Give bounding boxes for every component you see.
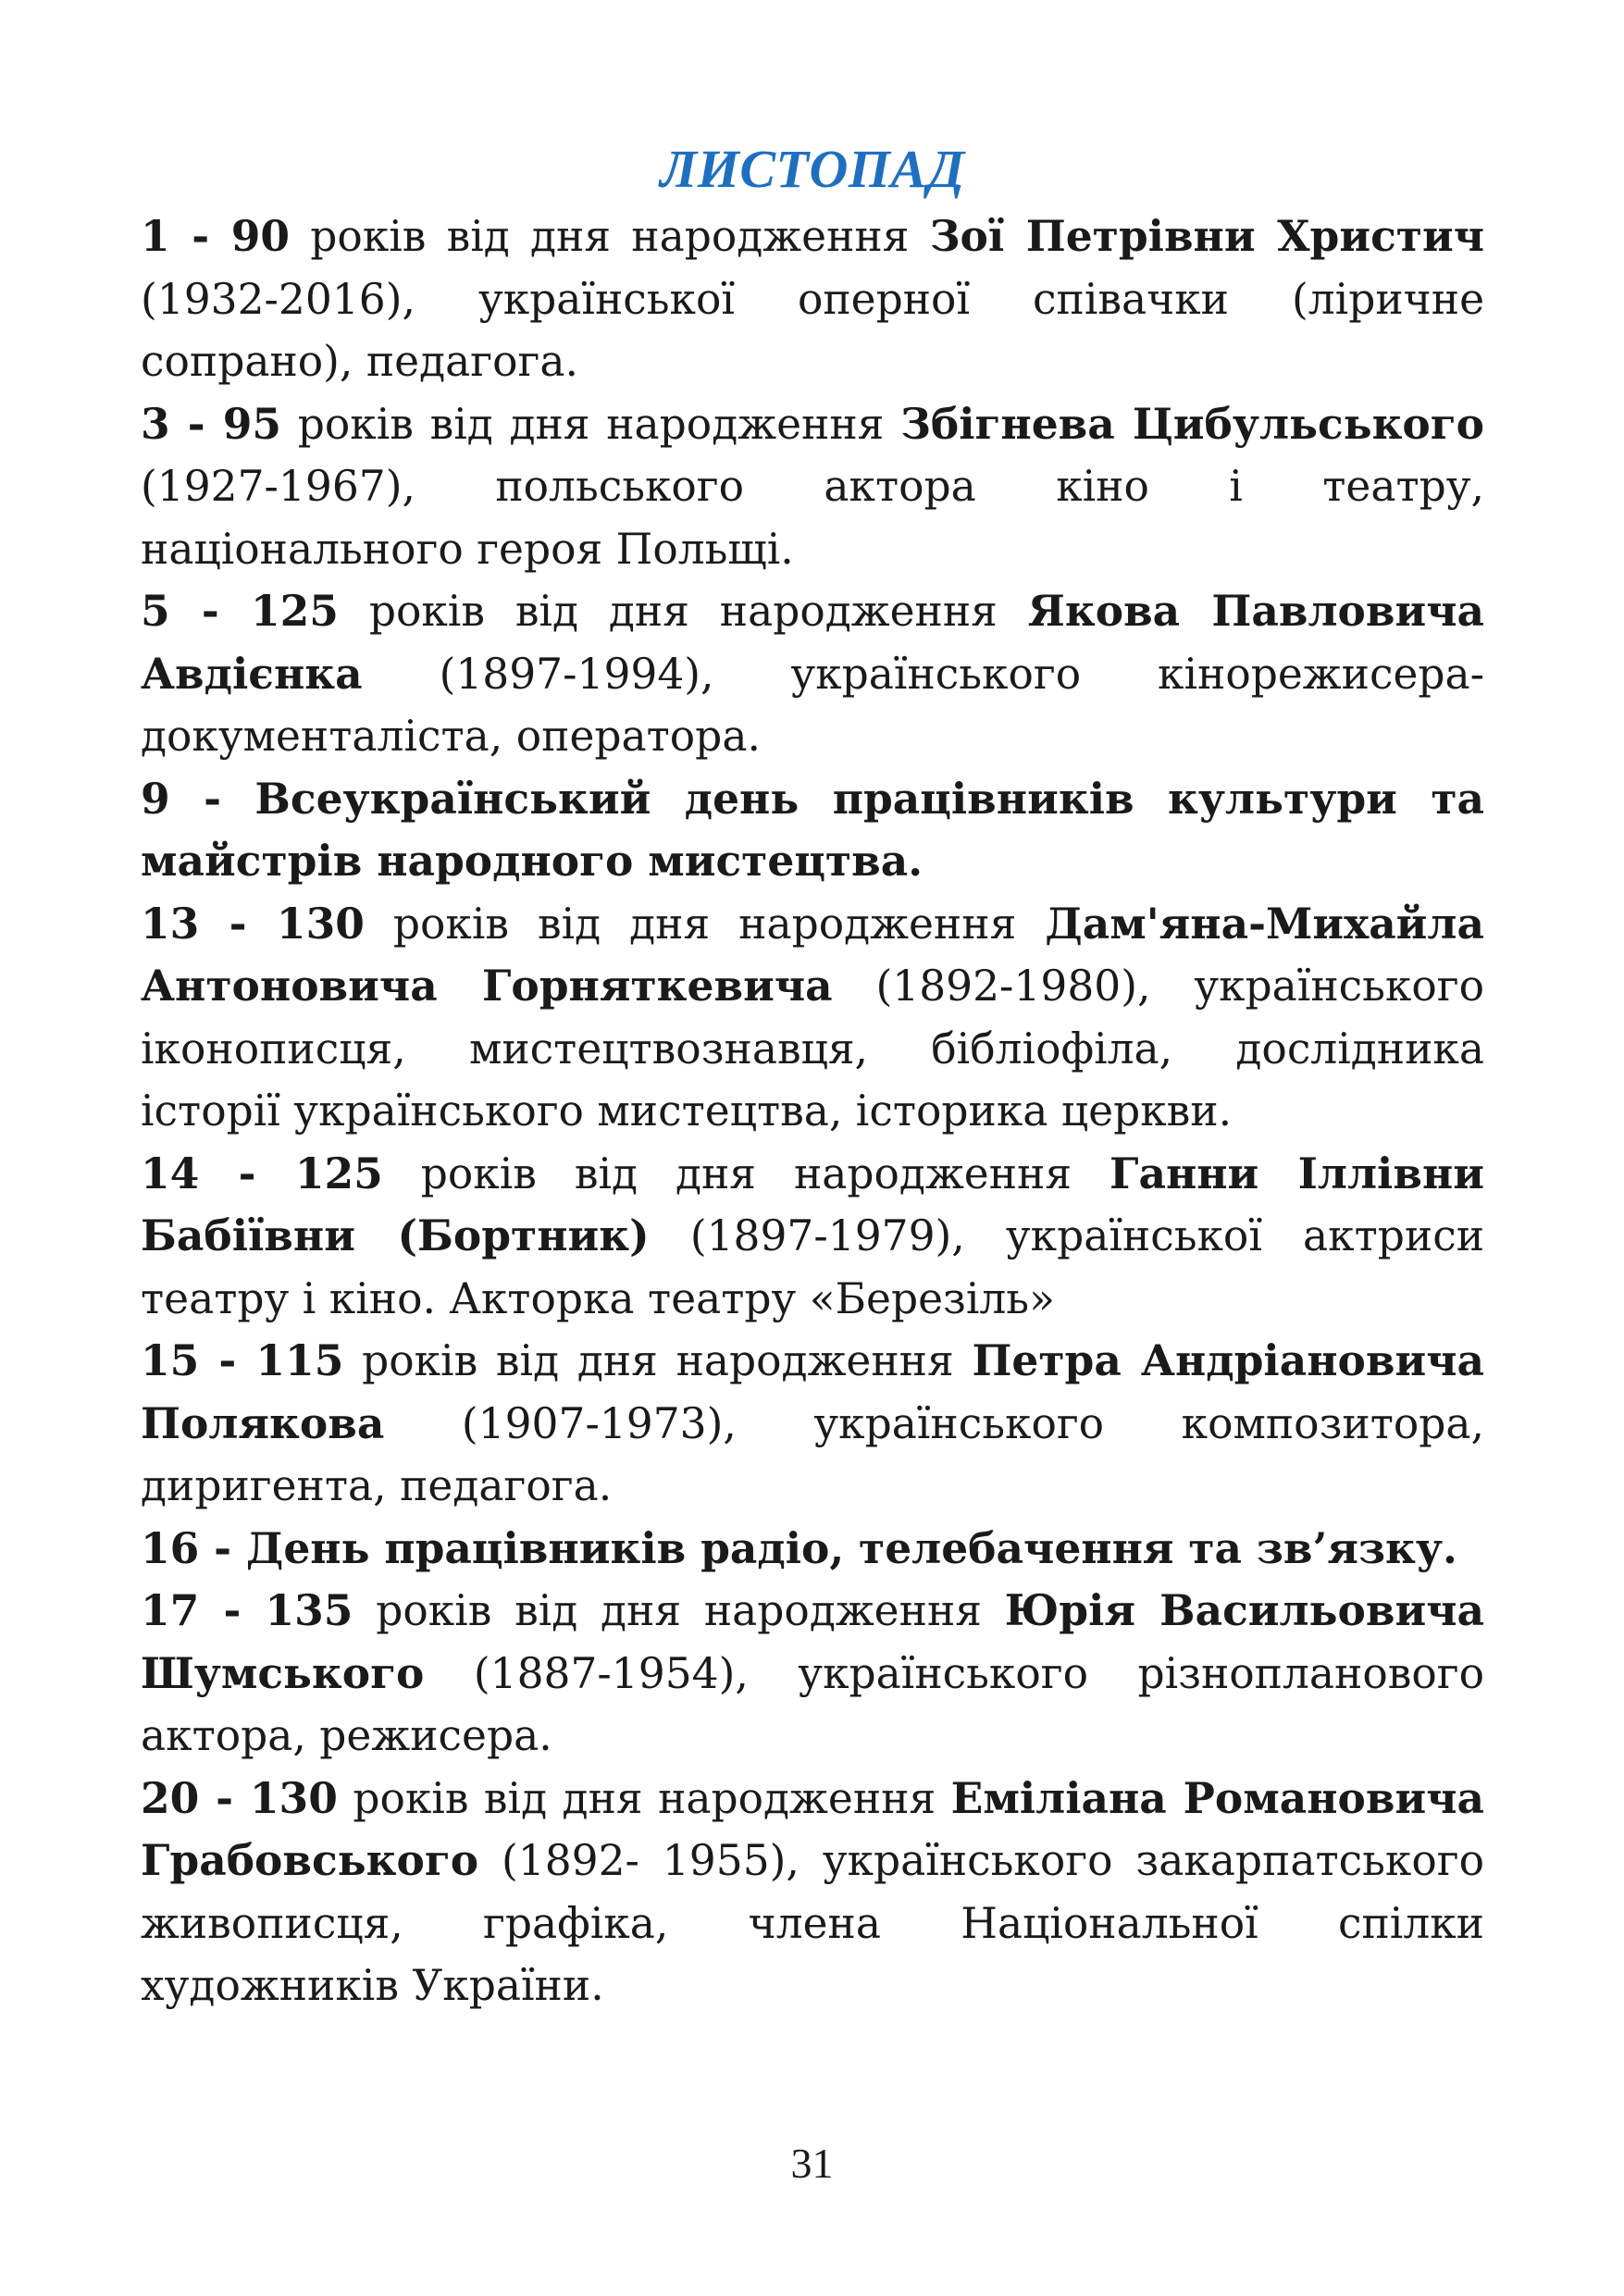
entry-text: років від дня народження [392, 899, 1017, 949]
entry-text: років від дня народження [353, 1773, 936, 1823]
entry-person: Зої Петрівни Христич [929, 211, 1485, 261]
holiday-text: 9 - Всеукраїнський день працівників культури та майстрів народного мистецтва. [141, 773, 1484, 886]
entry-3 [141, 393, 1484, 581]
entry-description: (1897-1994), українського кінорежисера-документаліста, оператора. [141, 649, 1484, 761]
entry-17 [141, 1580, 1484, 1768]
entry-date: 20 - 130 [141, 1772, 338, 1823]
entry-description: (1897-1979), української актриси театру і кіно. Акторка театру «Березіль» [141, 1211, 1485, 1323]
entry-date: 3 - 95 [141, 398, 282, 449]
entry-date: 17 - 135 [141, 1585, 353, 1635]
entry-person: Юрія Васильовича Шумського [141, 1585, 1484, 1698]
entry-date: 5 - 125 [141, 586, 339, 636]
entry-person: Дам'яна-Михайла Антоновича Горняткевича [141, 898, 1484, 1011]
entry-15 [141, 1330, 1484, 1518]
page-number: 31 [790, 2140, 834, 2187]
entry-date: 1 - 90 [141, 211, 291, 261]
entry-description: (1907-1973), українського композитора, диригента, педагога. [141, 1398, 1484, 1510]
entry-person: Якова Павловича Авдієнка [141, 586, 1485, 699]
entry-date: 13 - 130 [141, 898, 365, 949]
entry-20 [141, 1768, 1484, 2017]
entry-5 [141, 580, 1484, 768]
month-title: ЛИСТОПАД [660, 139, 965, 199]
entry-9-holiday [141, 768, 1484, 893]
entry-description: (1892- 1955), українського закарпатського живописця, графіка, члена Національної спілки художників України. [141, 1836, 1484, 2010]
entry-text: років від дня народження [420, 1148, 1072, 1198]
entry-text: років від дня народження [362, 1336, 954, 1385]
entry-description: (1887-1954), українського різнопланового актора, режисера. [141, 1648, 1484, 1760]
document-page [141, 137, 1484, 2017]
entry-1 [141, 205, 1484, 393]
entry-13 [141, 893, 1484, 1143]
entry-text: років від дня народження [310, 212, 910, 261]
entry-person: Збігнева Цибульського [900, 398, 1485, 449]
holiday-text: 16 - День працівників радіо, телебачення та зв’язку. [141, 1522, 1457, 1573]
entry-text: років від дня народження [368, 587, 998, 636]
entry-14 [141, 1143, 1484, 1331]
entry-date: 14 - 125 [141, 1148, 383, 1198]
entry-person: Петра Андріановича Полякова [141, 1335, 1484, 1448]
entry-text: років від дня народження [376, 1586, 982, 1635]
entry-description: (1932-2016), української оперної співачки (ліричне сопрано), педагога. [141, 274, 1484, 386]
entry-16-holiday [141, 1518, 1484, 1581]
entry-text: років від дня народження [297, 399, 885, 449]
entry-description: (1927-1967), польського актора кіно і театру, національного героя Польщі. [141, 462, 1484, 574]
entry-date: 15 - 115 [141, 1335, 344, 1385]
entry-person: Еміліана Романовича Грабовського [141, 1772, 1484, 1885]
entry-description: (1892-1980), українського іконописця, мистецтвознавця, бібліофіла, дослідника історії українського мистецтва, історика церкви. [141, 962, 1484, 1136]
entry-person: Ганни Іллівни Бабіївни (Бортник) [141, 1148, 1485, 1260]
